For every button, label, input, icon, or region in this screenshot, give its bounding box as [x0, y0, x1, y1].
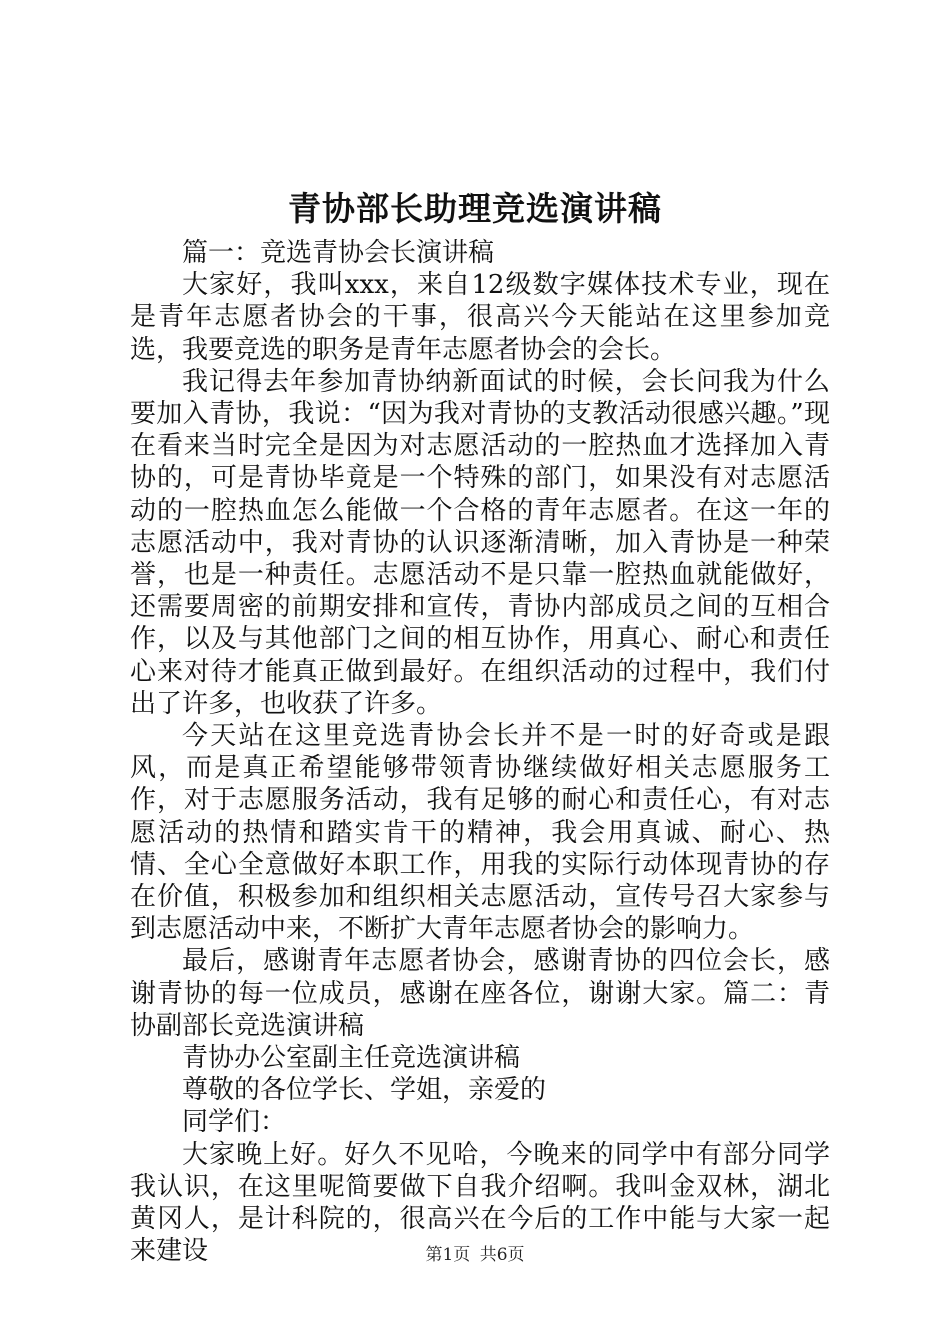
paragraph-salutation: 尊敬的各位学长、学姐，亲爱的 — [182, 1075, 547, 1106]
paragraph: 大家好，我叫xxx，来自12级数字媒体技术专业，现在是青年志愿者协会的干事，很高兴今天能站在这里参加竞选，我要竞选的职务是青年志愿者协会的会长。 — [130, 270, 830, 365]
paragraph-salutation: 同学们： — [182, 1107, 287, 1138]
page-number: 第1页 — [425, 1245, 471, 1265]
page-total: 共6页 — [479, 1245, 525, 1265]
paragraph-section-heading-1: 篇一：竞选青协会长演讲稿 — [182, 238, 495, 268]
paragraph: 今天站在这里竞选青协会长并不是一时的好奇或是跟风，而是真正希望能够带领青协继续做好相关志愿服务工作，对于志愿服务活动，我有足够的耐心和责任心，有对志愿活动的热情和踏实肯干的精神，我会用真诚、耐心、热情、全心全意做好本职工作，用我的实际行动体现青协的存在价值，积极参加和组织相关志愿活动，宣传号召大家参与到志愿活动中来，不断扩大青年志愿者协会的影响力。 — [130, 721, 830, 945]
page-footer — [0, 1244, 950, 1266]
paragraph-subtitle: 青协办公室副主任竞选演讲稿 — [182, 1043, 521, 1074]
paragraph: 最后，感谢青年志愿者协会，感谢青协的四位会长，感谢青协的每一位成员，感谢在座各位，谢谢大家。篇二：青协副部长竞选演讲稿 — [130, 946, 830, 1041]
document-body — [130, 237, 830, 1268]
paragraph: 我记得去年参加青协纳新面试的时候，会长问我为什么要加入青协，我说：“因为我对青协的支教活动很感兴趣。”现在看来当时完全是因为对志愿活动的一腔热血才选择加入青协的，可是青协毕竟是一个特殊的部门，如果没有对志愿活动的一腔热血怎么能做一个合格的青年志愿者。在这一年的志愿活动中，我对青协的认识逐渐清晰，加入青协是一种荣誉，也是一种责任。志愿活动不是只靠一腔热血就能做好，还需要周密的前期安排和宣传，青协内部成员之间的互相合作，以及与其他部门之间的相互协作，用真心、耐心和责任心来对待才能真正做到最好。在组织活动的过程中，我们付出了许多，也收获了许多。 — [130, 366, 830, 719]
paragraph: 大家晚上好。好久不见哈，今晚来的同学中有部分同学我认识，在这里呢简要做下自我介绍啊。我叫金双林，湖北黄冈人，是计科院的，很高兴在今后的工作中能与大家一起来建设 — [130, 1139, 830, 1267]
document-title: 青协部长助理竞选演讲稿 — [288, 189, 662, 228]
